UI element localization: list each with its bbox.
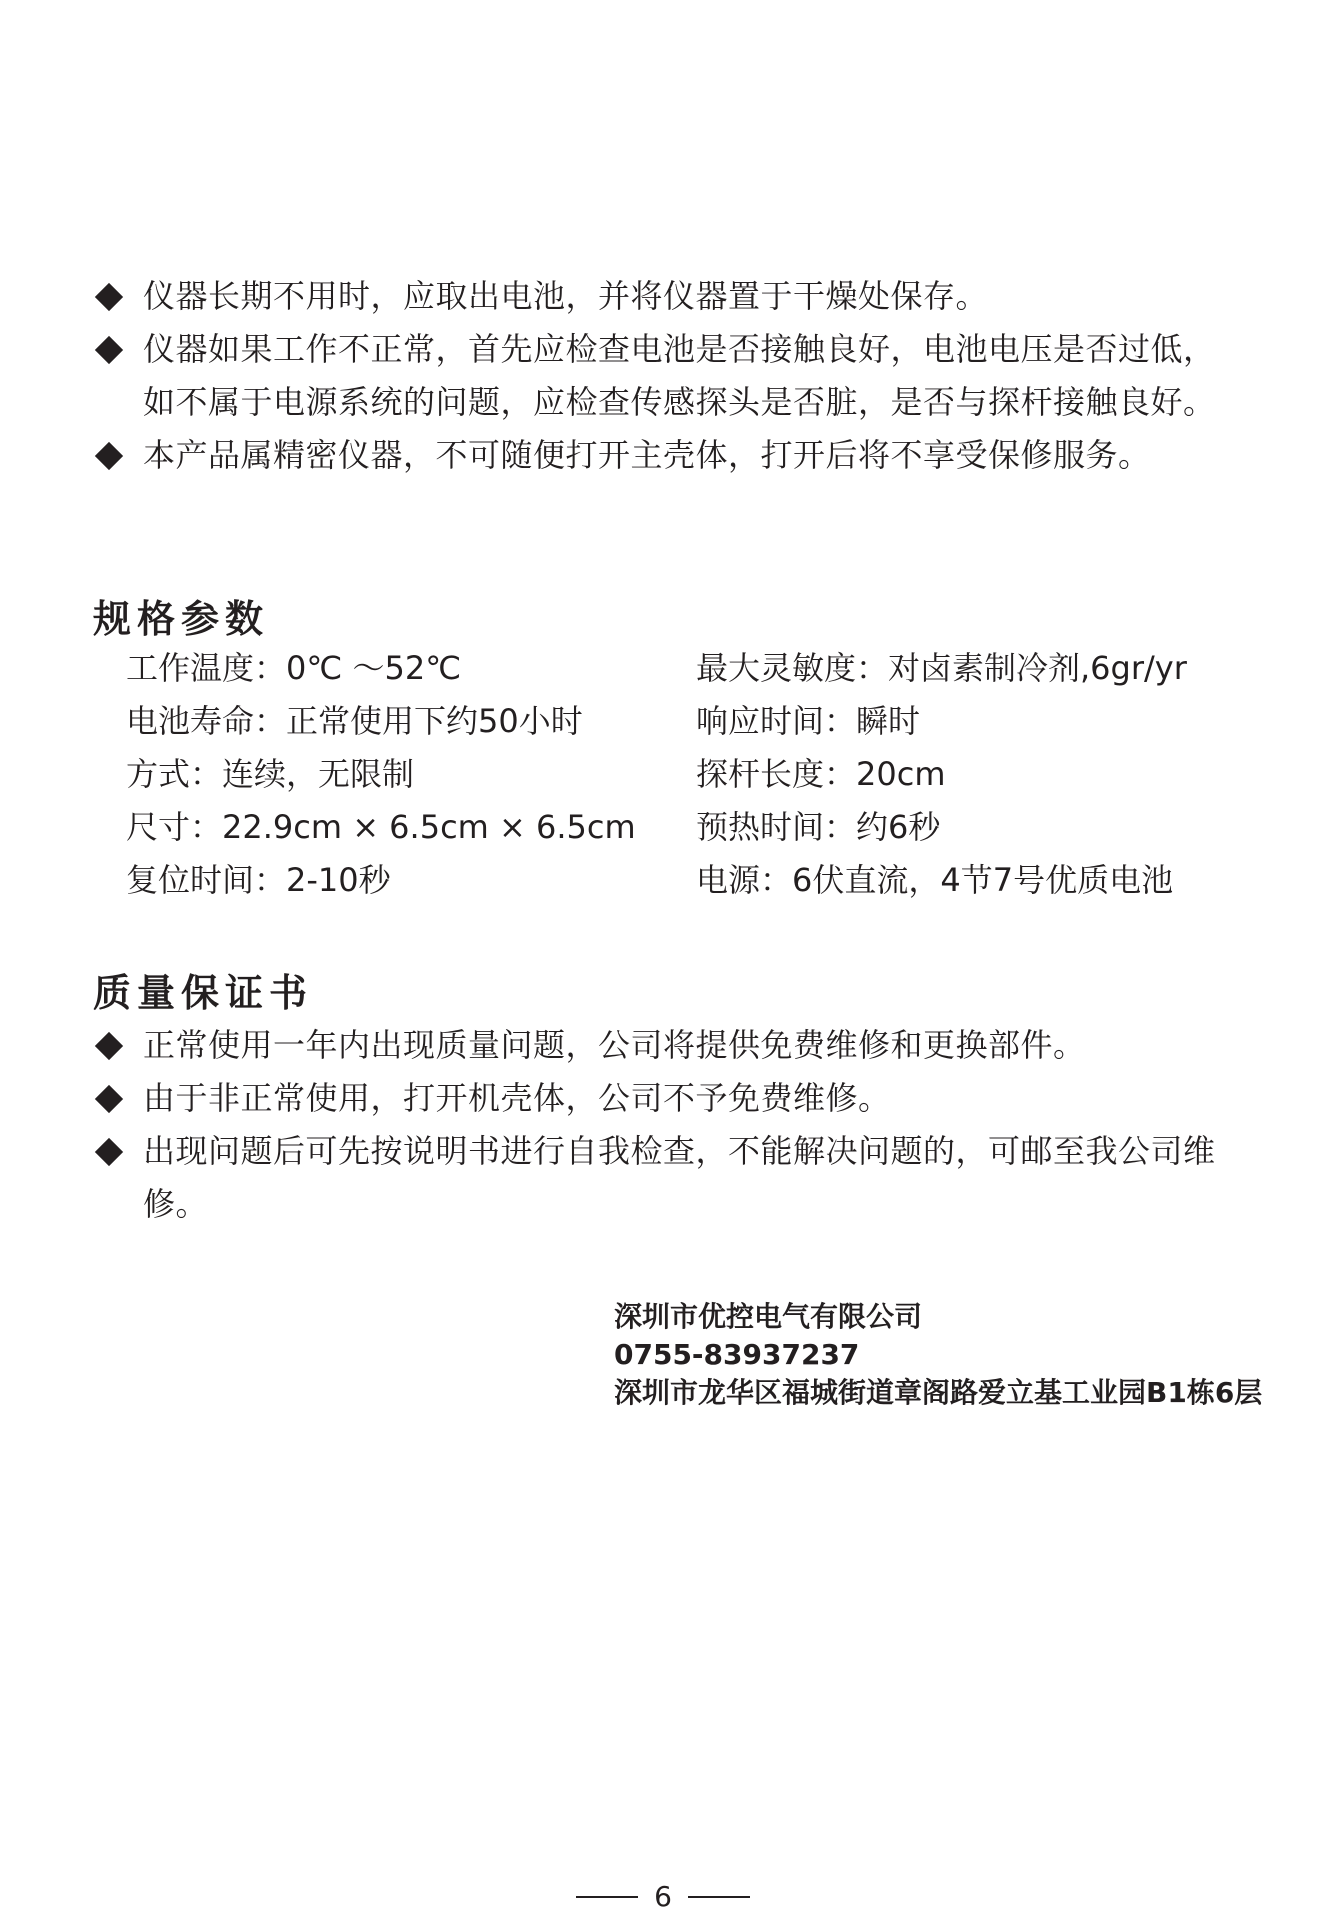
spec-cell: 预热时间：约6秒 <box>696 808 941 846</box>
spec-cell: 响应时间：瞬时 <box>696 702 921 740</box>
company-info <box>614 1298 1262 1412</box>
spec-row <box>126 801 1246 854</box>
diamond-bullet-icon <box>95 1085 123 1113</box>
note-text: 仪器长期不用时，应取出电池，并将仪器置于干燥处保存。 <box>143 277 989 315</box>
spec-cell: 最大灵敏度：对卤素制冷剂,6gr/yr <box>696 649 1187 687</box>
company-phone: 0755-83937237 <box>614 1338 860 1371</box>
list-item <box>93 429 1243 482</box>
spec-row <box>126 854 1246 907</box>
spec-row <box>126 748 1246 801</box>
diamond-bullet-icon <box>95 1138 123 1166</box>
warranty-text: 出现问题后可先按说明书进行自我检查，不能解决问题的，可邮至我公司维修。 <box>143 1132 1216 1223</box>
spec-cell: 电池寿命：正常使用下约50小时 <box>126 702 583 740</box>
specs-title: 规格参数 <box>93 597 270 641</box>
spec-row <box>126 695 1246 748</box>
list-item <box>93 1072 1243 1125</box>
spec-row <box>126 642 1246 695</box>
spec-cell: 工作温度：0℃ ～52℃ <box>126 649 462 687</box>
page-footer <box>0 1880 1326 1913</box>
company-name: 深圳市优控电气有限公司 <box>614 1300 923 1333</box>
spec-cell: 方式：连续，无限制 <box>126 755 415 793</box>
footer-rule-right <box>688 1896 750 1898</box>
warranty-text: 正常使用一年内出现质量问题，公司将提供免费维修和更换部件。 <box>143 1026 1086 1064</box>
spec-cell: 电源：6伏直流，4节7号优质电池 <box>696 861 1174 899</box>
note-text: 本产品属精密仪器，不可随便打开主壳体，打开后将不享受保修服务。 <box>143 436 1151 474</box>
diamond-bullet-icon <box>95 442 123 470</box>
warranty-list <box>93 1019 1243 1231</box>
warranty-text: 由于非正常使用，打开机壳体，公司不予免费维修。 <box>143 1079 891 1117</box>
list-item <box>93 1125 1243 1231</box>
specs-table <box>126 642 1246 907</box>
warranty-title: 质量保证书 <box>93 971 314 1015</box>
list-item <box>93 1019 1243 1072</box>
page-number: 6 <box>654 1880 672 1913</box>
diamond-bullet-icon <box>95 336 123 364</box>
note-text: 仪器如果工作不正常，首先应检查电池是否接触良好，电池电压是否过低，如不属于电源系统的问题，应检查传感探头是否脏，是否与探杆接触良好。 <box>143 330 1216 421</box>
spec-cell: 复位时间：2-10秒 <box>126 861 391 899</box>
diamond-bullet-icon <box>95 283 123 311</box>
company-address: 深圳市龙华区福城街道章阁路爱立基工业园B1栋6层 <box>614 1376 1263 1409</box>
spec-cell: 探杆长度：20cm <box>696 755 946 793</box>
notes-list <box>93 270 1243 482</box>
list-item <box>93 270 1243 323</box>
footer-rule-left <box>576 1896 638 1898</box>
spec-cell: 尺寸：22.9cm × 6.5cm × 6.5cm <box>126 808 636 846</box>
list-item <box>93 323 1243 429</box>
diamond-bullet-icon <box>95 1032 123 1060</box>
